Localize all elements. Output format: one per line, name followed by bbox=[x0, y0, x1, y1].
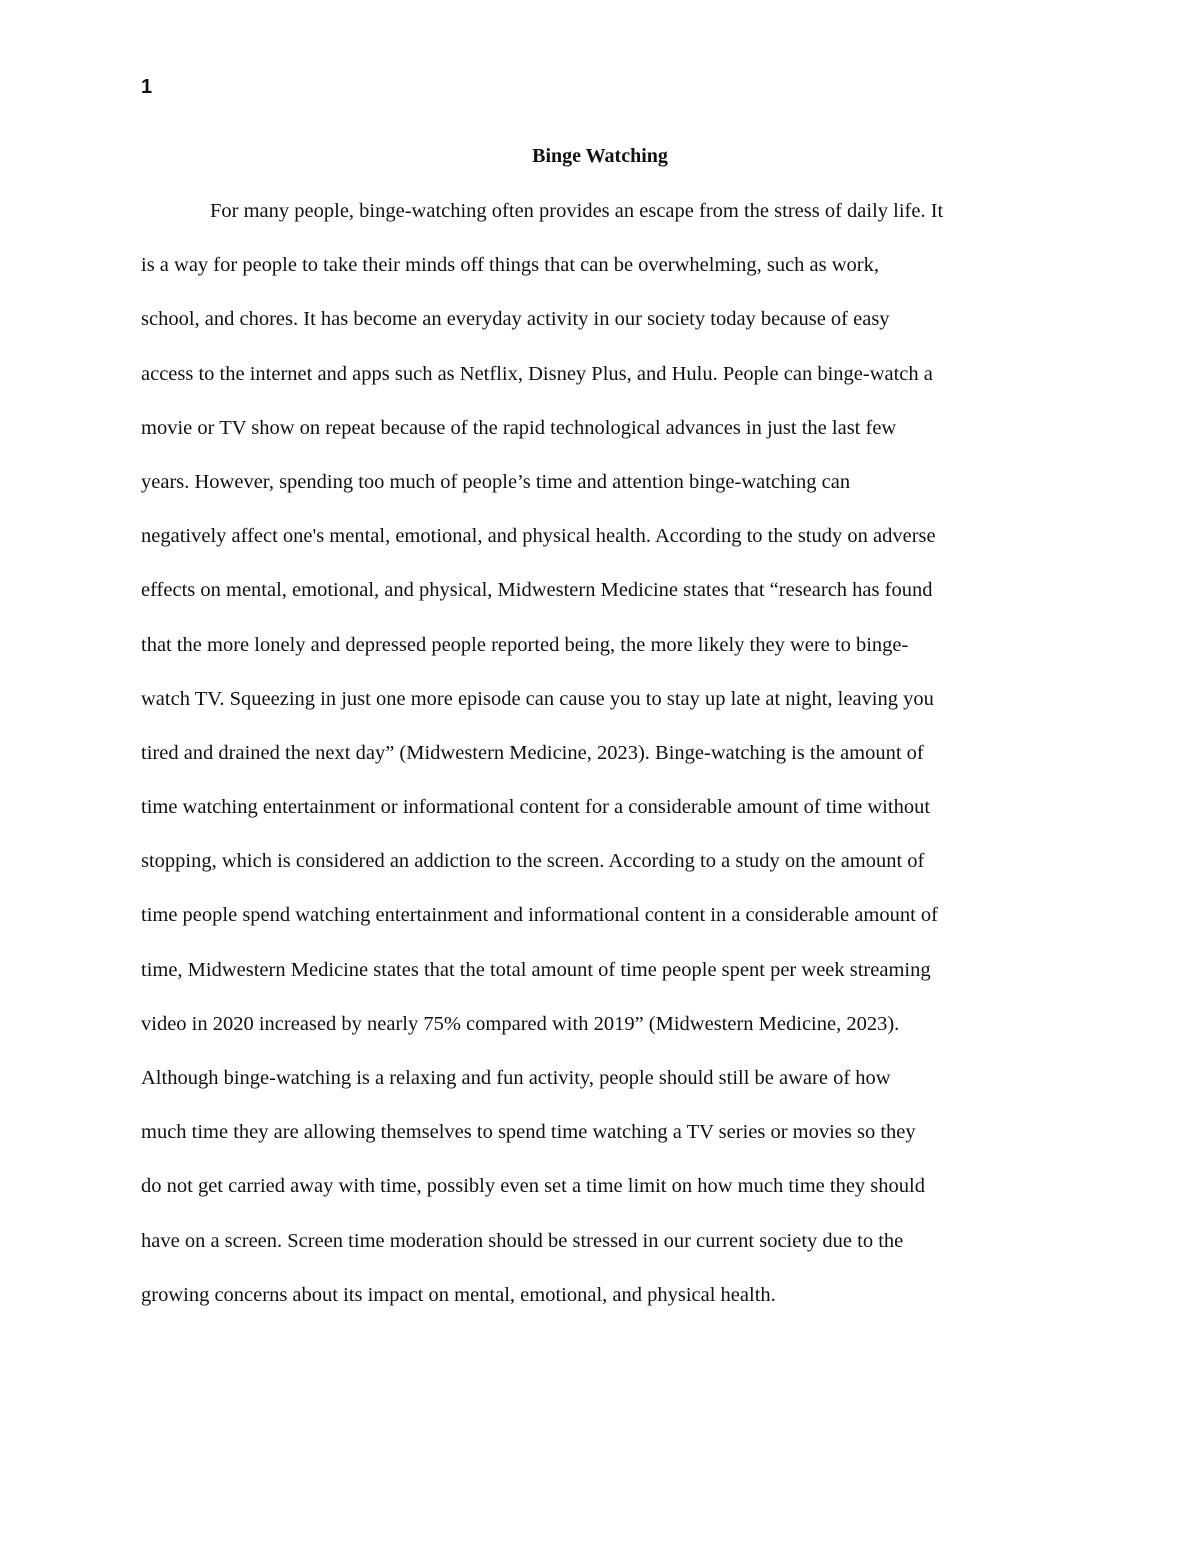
paragraph-line: time people spend watching entertainment and informational content in a considerable amount of bbox=[141, 904, 938, 927]
body-paragraph bbox=[141, 184, 1081, 1322]
paragraph-line: movie or TV show on repeat because of the rapid technological advances in just the last few bbox=[141, 416, 897, 439]
paragraph-line: that the more lonely and depressed people reported being, the more likely they were to binge- bbox=[141, 633, 909, 656]
paragraph-line: watch TV. Squeezing in just one more episode can cause you to stay up late at night, leaving you bbox=[141, 687, 934, 710]
document-title: Binge Watching bbox=[532, 145, 668, 167]
paragraph-line: is a way for people to take their minds off things that can be overwhelming, such as work, bbox=[141, 254, 880, 277]
paragraph-line: Although binge-watching is a relaxing and fun activity, people should still be aware of how bbox=[141, 1067, 891, 1089]
paragraph-line: effects on mental, emotional, and physical, Midwestern Medicine states that “research has found bbox=[141, 579, 933, 602]
page-number: 1 bbox=[141, 76, 153, 98]
paragraph-line: much time they are allowing themselves to spend time watching a TV series or movies so they bbox=[141, 1121, 916, 1144]
paragraph-line: time watching entertainment or informational content for a considerable amount of time without bbox=[141, 796, 931, 819]
paragraph-line: For many people, binge-watching often provides an escape from the stress of daily life. It bbox=[210, 200, 944, 222]
paragraph-line: years. However, spending too much of people’s time and attention binge-watching can bbox=[141, 470, 851, 493]
paragraph-line: access to the internet and apps such as Netflix, Disney Plus, and Hulu. People can binge-watch a bbox=[141, 362, 933, 385]
paragraph-line: do not get carried away with time, possibly even set a time limit on how much time they should bbox=[141, 1175, 925, 1198]
paragraph-line: stopping, which is considered an addiction to the screen. According to a study on the amount of bbox=[141, 850, 925, 873]
paragraph-line: growing concerns about its impact on mental, emotional, and physical health. bbox=[141, 1283, 776, 1306]
paragraph-line: tired and drained the next day” (Midwestern Medicine, 2023). Binge-watching is the amount of bbox=[141, 741, 924, 764]
paragraph-line: time, Midwestern Medicine states that the total amount of time people spent per week streaming bbox=[141, 958, 931, 981]
paragraph-line: school, and chores. It has become an everyday activity in our society today because of easy bbox=[141, 308, 890, 331]
paragraph-line: have on a screen. Screen time moderation should be stressed in our current society due to the bbox=[141, 1229, 904, 1252]
paragraph-line: negatively affect one's mental, emotional, and physical health. According to the study on adverse bbox=[141, 525, 936, 548]
paragraph-line: video in 2020 increased by nearly 75% compared with 2019” (Midwestern Medicine, 2023). bbox=[141, 1012, 900, 1035]
